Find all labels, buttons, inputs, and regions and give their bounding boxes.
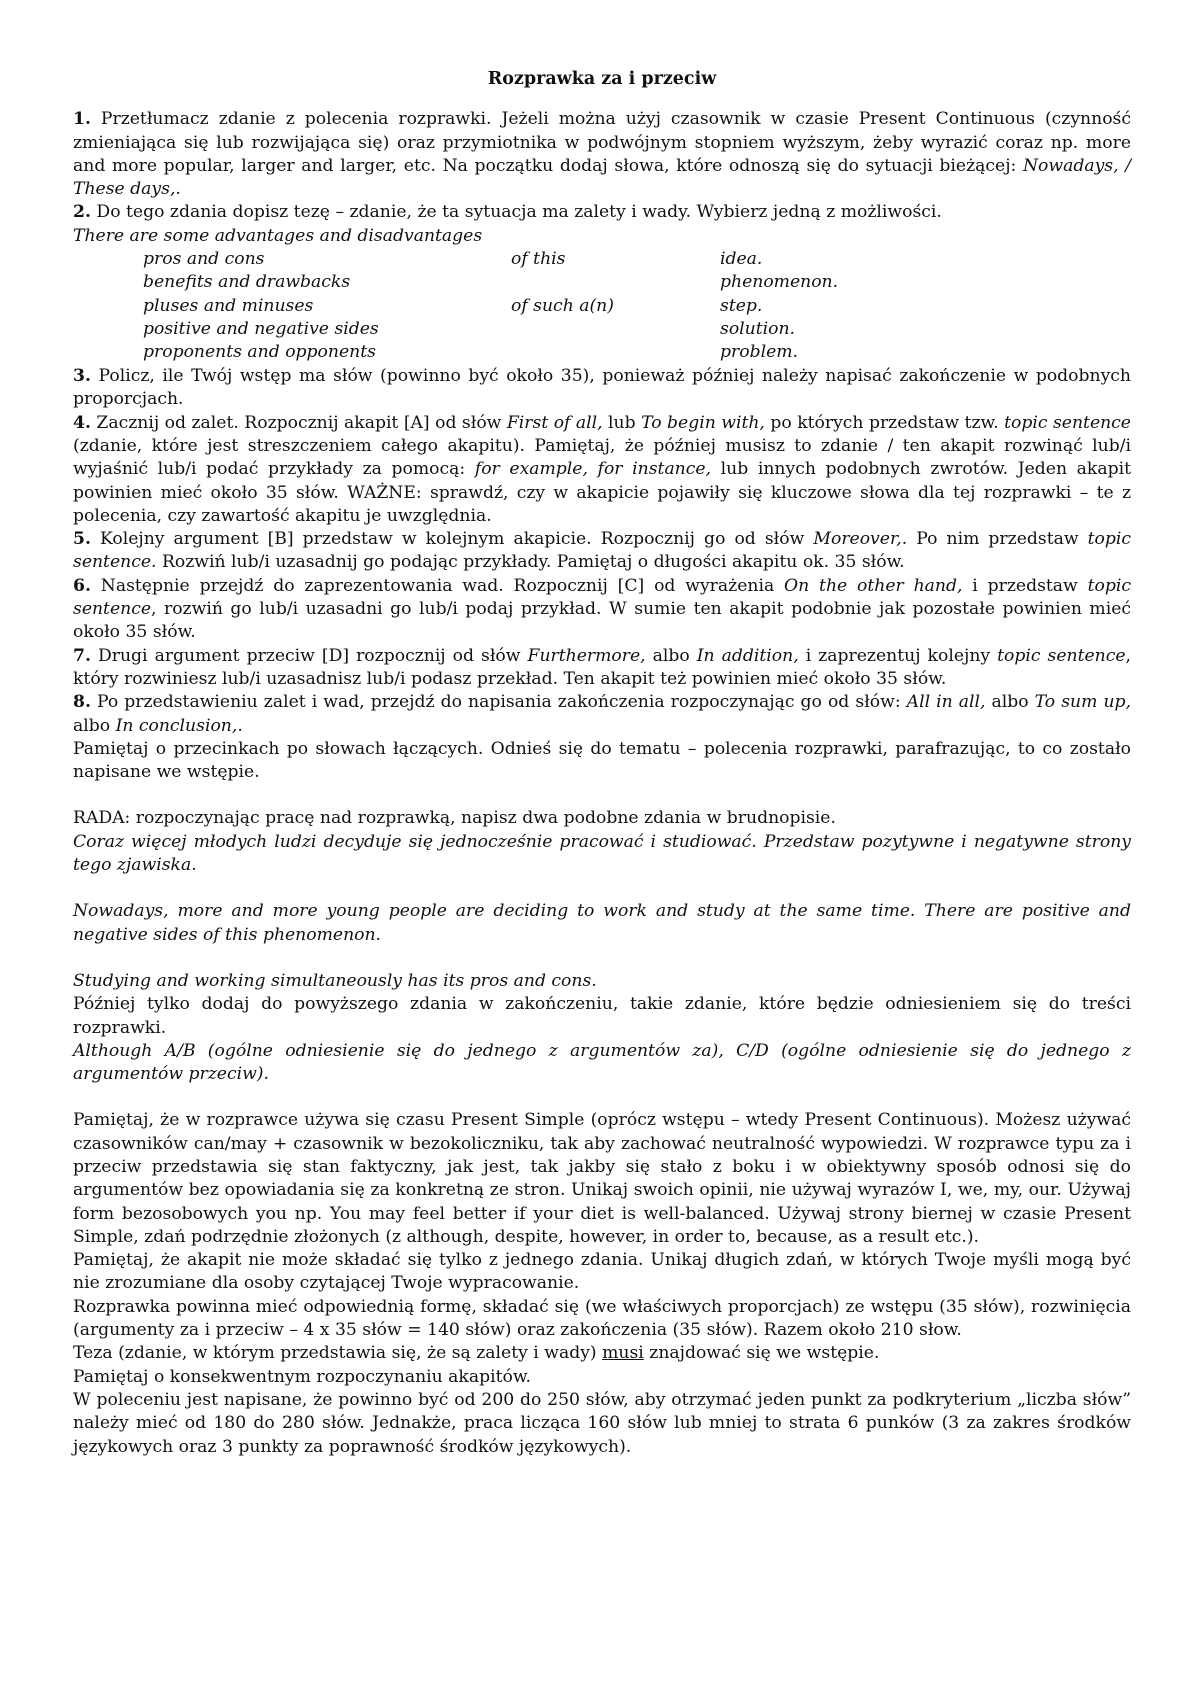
although-note: Although A/B (ogólne odniesienie się do jednego z argumentów za), C/D (ogólne odniesienie się do jednego z argumentów przeciw). <box>73 1040 1131 1085</box>
option-cell: benefits and drawbacks <box>143 272 351 293</box>
step-text: . Po nim przedstaw <box>901 529 1088 550</box>
step-text: (zdanie, które jest streszczeniem całego akapitu). Pamiętaj, że później musisz to zdanie / ten akapit rozwinąć lub/i wyjaśnić lub/i podać przykłady za pomocą: <box>73 435 1131 480</box>
key-phrase: topic sentence. <box>73 529 1132 573</box>
key-phrase: Nowadays, / These days, <box>73 155 1131 200</box>
conclusion-example: Studying and working simultaneously has its pros and cons. <box>73 970 597 991</box>
final-paragraph-form: Rozprawka powinna mieć odpowiednią formę, składać się (we właściwych proporcjach) ze wstępu (35 słów), rozwinięcia (argumenty za i przeciw – 4 x 35 słów = 140 słów) oraz zakończenia (35 słów). Razem około 210 słow. <box>73 1296 1131 1341</box>
options-table <box>73 248 1131 365</box>
step-text: albo <box>645 645 697 666</box>
key-phrase: for example, for instance, <box>474 459 712 480</box>
document-page <box>73 68 1131 1459</box>
spacer <box>73 1086 1131 1109</box>
step-text: . <box>237 715 243 736</box>
commas-note: Pamiętaj o przecinkach po słowach łączących. Odnieś się do tematu – polecenia rozprawki, parafrazując, to co zostało napisane we wstępie. <box>73 738 1131 783</box>
option-cell <box>511 271 614 294</box>
step-text: albo <box>985 692 1035 713</box>
step-item <box>73 691 1131 738</box>
step-number: 7. <box>73 645 91 666</box>
step-text: , który rozwiniesz lub/i uzasadnisz lub/i podasz przekład. Ten akapit też powinien mieć około 35 słów. <box>73 645 1132 689</box>
option-cell: step. <box>720 295 763 316</box>
key-phrase: In addition, <box>696 645 799 666</box>
step-text: Drugi argument przeciw [D] rozpocznij od słów <box>90 645 528 666</box>
step-text: Zacznij od zalet. Rozpocznij akapit [A] od słów <box>90 412 507 433</box>
key-phrase: First of all, <box>506 412 603 433</box>
final-paragraph-sentences: Pamiętaj, że akapit nie może składać się tylko z jednego zdania. Unikaj długich zdań, w których Twoje myśli mogą być nie zrozumiane dla osoby czytającej Twoje wypracowanie. <box>73 1250 1131 1294</box>
thesis-text-after: znajdować się we wstępie. <box>643 1343 880 1364</box>
option-cell: positive and negative sides <box>143 318 379 339</box>
option-cell: problem. <box>720 342 798 363</box>
step-text: , rozwiń go lub/i uzasadni go lub/i podaj przykład. W sumie ten akapit podobnie jak pozostałe powinien mieć około 35 słów. <box>73 599 1131 643</box>
step-item <box>73 365 1131 412</box>
rada-paragraph: RADA: rozpoczynając pracę nad rozprawką, napisz dwa podobne zdania w brudnopisie. <box>73 808 836 829</box>
step-number: 3. <box>73 366 91 387</box>
option-cell: idea. <box>720 249 763 270</box>
key-phrase: To begin with, <box>641 412 765 433</box>
key-phrase: Furthermore, <box>527 645 646 666</box>
option-cell: of such a(n) <box>511 295 614 316</box>
step-text: Rozwiń lub/i uzasadnij go podając przykłady. Pamiętaj o długości akapitu ok. 35 słów. <box>156 552 905 573</box>
option-cell <box>511 341 614 364</box>
step-item <box>73 575 1131 645</box>
key-phrase: In conclusion, <box>115 715 238 736</box>
key-phrase: topic sentence <box>1004 412 1131 433</box>
spacer <box>73 877 1131 900</box>
step-text: lub <box>602 412 642 433</box>
steps-list-part-2 <box>73 365 1131 738</box>
step-text: Kolejny argument [B] przedstaw w kolejnym akapicie. Rozpocznij go od słów <box>90 529 814 550</box>
step-number: 6. <box>73 575 91 596</box>
step-item <box>73 201 1131 224</box>
step-number: 4. <box>73 412 91 433</box>
conclusion-note: Później tylko dodaj do powyższego zdania w zakończeniu, takie zdanie, które będzie odniesieniem się do treści rozprawki. <box>73 994 1131 1038</box>
step-text: i przedstaw <box>962 575 1088 596</box>
step-text: i zaprezentuj kolejny <box>798 645 998 666</box>
options-intro: There are some advantages and disadvantages <box>73 225 483 246</box>
step-text: Przetłumacz zdanie z polecenia rozprawki. Jeżeli można użyj czasownik w czasie Present Continuous (czynność zmieniająca się lub rozwijająca się) oraz przymiotnika w podwójnym stopniem wyższym, żeby wyrazić coraz np. more and more popular, larger and larger, etc. Na początku dodaj słowa, które odnoszą się do sytuacji bieżącej: <box>73 109 1131 176</box>
option-cell: pros and cons <box>143 249 265 270</box>
final-paragraph-tenses: Pamiętaj, że w rozprawce używa się czasu Present Simple (oprócz wstępu – wtedy Present Continuous). Możesz używać czasowników can/may + czasownik w bezokoliczniku, tak aby zachować neutralność wypowiedzi. W rozprawce typu za i przeciw przedstawia się stan faktyczny, jak jest, tak jakby się stało z boku i w obiektywny sposób odnosi się do argumentów bez opowiadania się za konkretną ze stron. Unikaj swoich opinii, nie używaj wyrazów I, we, my, our. Używaj form bezosobowych you np. You may feel better if your diet is well-balanced. Używaj strony biernej w czasie Present Simple, zdań podrzędnie złożonych (z although, despite, however, in order to, because, as a result etc.). <box>73 1110 1131 1247</box>
step-number: 1. <box>73 109 91 130</box>
step-text: Po przedstawieniu zalet i wad, przejdź do napisania zakończenia rozpoczynając go od słów: <box>90 692 907 713</box>
option-cell: proponents and opponents <box>143 342 376 363</box>
option-cell: phenomenon. <box>720 272 839 293</box>
step-number: 2. <box>73 202 91 223</box>
step-item <box>73 108 1131 201</box>
example-polish: Coraz więcej młodych ludzi decyduje się jednocześnie pracować i studiować. Przedstaw pozytywne i negatywne strony tego zjawiska. <box>73 831 1131 876</box>
thesis-text-before: Teza (zdanie, w którym przedstawia się, że są zalety i wady) <box>73 1343 603 1364</box>
key-phrase: All in all, <box>906 692 986 713</box>
option-cell <box>511 318 614 341</box>
example-english: Nowadays, more and more young people are deciding to work and study at the same time. There are positive and negative sides of this phenomenon. <box>73 901 1131 945</box>
final-paragraph-wordcount: W poleceniu jest napisane, że powinno być od 200 do 250 słów, aby otrzymać jeden punkt za podkryterium „liczba słów” należy mieć od 180 do 280 słów. Jednakże, praca licząca 160 słów lub mniej to strata 6 punków (3 za zakres środków językowych oraz 3 punkty za poprawność środków językowych). <box>73 1389 1131 1457</box>
step-text: . <box>175 179 181 200</box>
step-text: Policz, ile Twój wstęp ma słów (powinno być około 35), ponieważ później należy napisać zakończenie w podobnych proporcjach. <box>73 366 1131 410</box>
key-phrase: topic sentence <box>73 575 1132 620</box>
key-phrase: On the other hand, <box>784 575 963 596</box>
final-paragraph-consistency: Pamiętaj o konsekwentnym rozpoczynaniu akapitów. <box>73 1366 531 1387</box>
step-item <box>73 412 1131 528</box>
options-column-nouns <box>143 248 379 364</box>
step-text: Następnie przejdź do zaprezentowania wad. Rozpocznij [C] od wyrażenia <box>90 575 785 596</box>
options-column-objects <box>720 248 838 364</box>
spacer <box>73 947 1131 970</box>
step-number: 5. <box>73 529 91 550</box>
option-cell: of this <box>511 249 566 270</box>
options-column-determiners <box>511 248 614 364</box>
step-item <box>73 645 1131 692</box>
step-text: po których przedstaw tzw. <box>764 412 1005 433</box>
option-cell: solution. <box>720 318 796 339</box>
step-number: 8. <box>73 692 91 713</box>
final-paragraph-thesis <box>73 1342 1131 1365</box>
key-phrase: Moreover, <box>813 529 902 550</box>
key-phrase: To sum up, <box>1034 692 1131 713</box>
document-title: Rozprawka za i przeciw <box>487 69 717 89</box>
step-item <box>73 528 1131 575</box>
step-text: albo <box>73 715 116 736</box>
steps-list-part-1 <box>73 108 1131 224</box>
step-text: Do tego zdania dopisz tezę – zdanie, że ta sytuacja ma zalety i wady. Wybierz jedną z możliwości. <box>90 202 942 223</box>
step-text: lub innych podobnych zwrotów. Jeden akapit powinien mieć około 35 słów. WAŻNE: sprawdź, czy w akapicie pojawiły się kluczowe słowa dla tej rozprawki – te z polecenia, czy zawartość akapitu je uwzględnia. <box>73 459 1131 526</box>
key-phrase: topic sentence <box>997 645 1126 666</box>
thesis-underlined-word: musi <box>602 1343 644 1364</box>
spacer <box>73 784 1131 807</box>
option-cell: pluses and minuses <box>143 295 314 316</box>
